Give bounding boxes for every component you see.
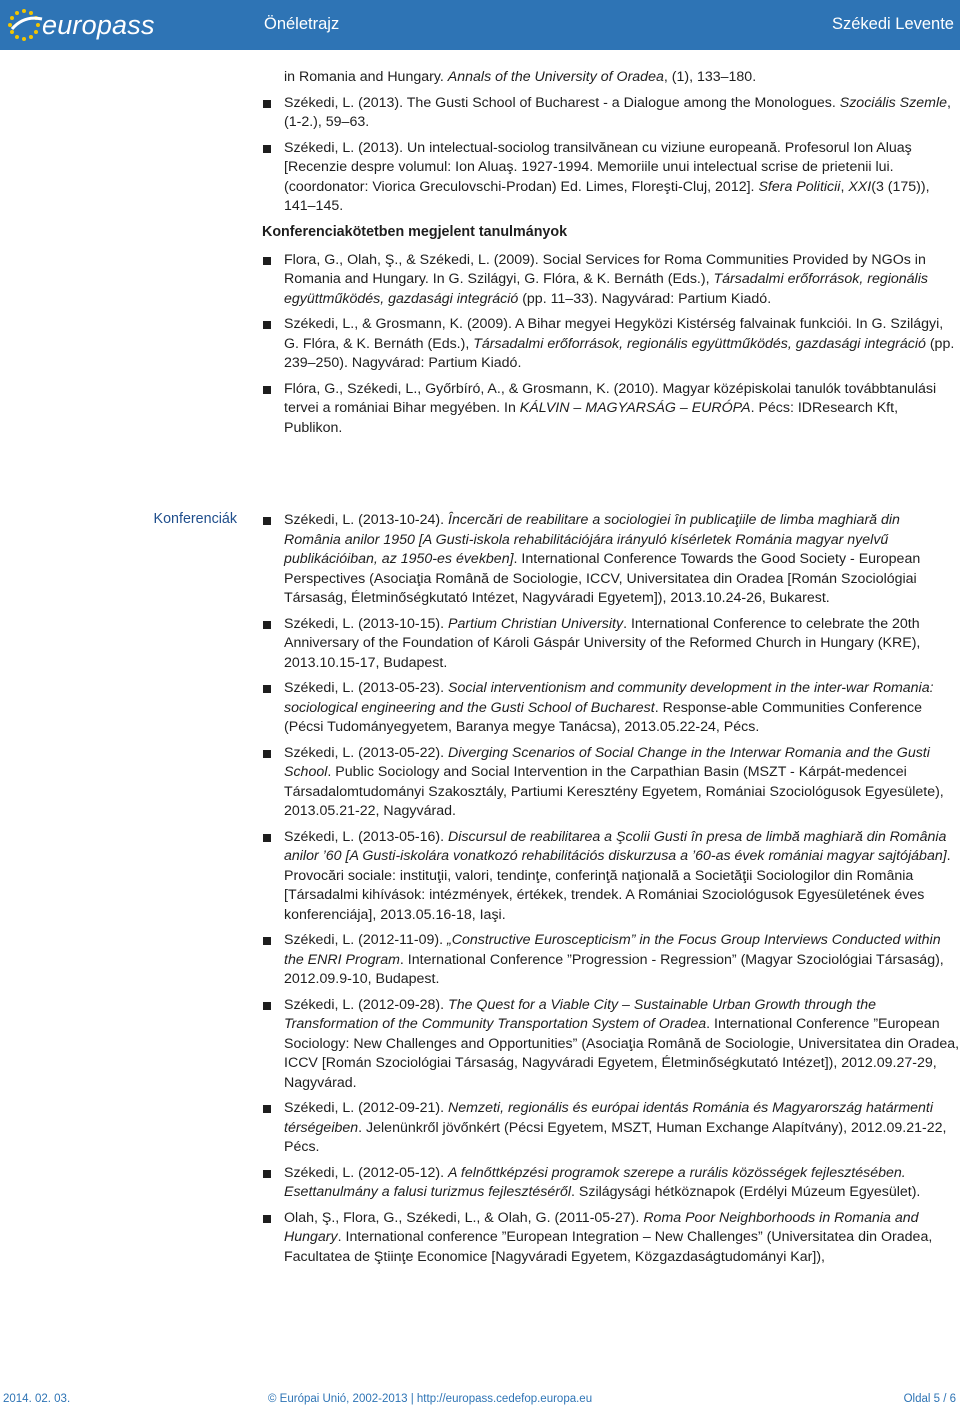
item-text: Székedi, L. (2013-10-24). [284,512,449,528]
bullet-square-icon [263,685,271,693]
item-text: Flora, G., Olah, Ş., & Székedi, L. (2009). Social Services for Roma Communities Provided by NGOs in Romania and Hungary. In G. Szilágyi, G. Flóra, & K. Bernáth (Eds.), [284,251,926,287]
item-text: . Public Sociology and Social Intervention in the Carpathian Basin (MSZT - Kárpát-medencei Társadalomtudományi Szakosztály, Partiumi Keresztény Egyetem, Romániai Szociológusok Egyesülete), 2013.05.21-22, Nagyvárad. [284,764,944,819]
bullet-square-icon [263,145,271,153]
item-text: . International Conference to celebrate the 20th Anniversary of the Foundation of Károli Gáspár University of the Reformed Church in Hungary (KRE), 2013.10.15-17, Budapest. [284,615,921,671]
item-title-italic: Încercări de reabilitare a sociologiei în publicaţiile de limba maghiară din România anilor 1950 [A Gusti-iskola rehabilitációjára irányuló kísérletek Románia magyar nyelvű publikációiban, az 1950-es években] [284,512,900,567]
item-title-italic: „Constructive Euroscepticism” in the Focus Group Interviews Conducted within the ENRI Program [284,932,941,968]
europass-stars-icon [4,5,44,45]
item-text: Székedi, L. (2013-05-23). [284,680,449,696]
item-title-italic: Partium Christian University [448,615,624,632]
list-item [262,996,960,1094]
publications-section [262,68,960,444]
footer-copyright-link[interactable]: © Európai Unió, 2002-2013 | http://europass.cedefop.europa.eu [268,1393,593,1405]
list-item [262,1209,960,1268]
item-text: . International Conference Towards the Good Society - European Perspectives (Asociaţia Română de Sociologie, ICCV, Universitatea din Oradea [Román Szociológiai Társaság, Életminőségkutató Intézet, Nagyváradi Egyetem]), 2013.10.24-26, Bukarest. [284,551,921,606]
item-title-italic: Társadalmi erőforrások, regionális együttműködés, gazdasági integráció [284,271,928,307]
bullet-square-icon [263,517,271,525]
item-text: , [840,178,849,195]
logo-text: europass [42,9,155,40]
bullet-square-icon [263,621,271,629]
bullet-square-icon [263,750,271,758]
item-text: Székedi, L. (2013-05-22). [284,744,449,761]
bullet-square-icon [263,257,271,265]
item-text: Székedi, L. (2013-05-16). [284,828,449,845]
list-item [262,744,960,822]
item-title-italic: Roma Poor Neighborhoods in Romania and Hungary [284,1209,919,1245]
item-text: . International Conference ”Progression - Regression” (Magyar Szociológiai Társaság), 2012.09.9-10, Budapest. [284,951,944,987]
list-item [262,380,960,439]
list-item [262,679,960,738]
item-text: Székedi, L. (2012-11-09). [284,932,447,948]
header-bar [0,0,960,50]
list-item [262,139,960,217]
item-text: . Jelenünkről jövőnkért (Pécsi Egyetem, MSZT, Human Exchange Alapítvány), 2012.09.21-22, Pécs. [284,1119,947,1155]
footer-page-number: Oldal 5 / 6 [903,1393,956,1405]
item-text: . International conference ”European Integration – New Challenges” (Universitatea din Oradea, Facultatea de Ştiinţe Economice [Nagyváradi Egyetem, Közgazdaságtudományi Kar]), [284,1229,933,1265]
item-title-italic: Diverging Scenarios of Social Change in the Interwar Romania and the Gusti School [284,744,930,780]
bullet-square-icon [263,1002,271,1010]
item-text: Székedi, L. (2013). Un intelectual-sociolog transilvănean cu viziune europeană. Profesorul Ion Aluaş [Recenzie despre volumul: Ion Aluaş. 1927-1994. Memoriile unui intelectual scrise de prietenii lui. (coordonator: Viorica Greculovschi-Prodan) Ed. Limes, Floreşti-Cluj, 2012]. [284,139,912,195]
bullet-square-icon [263,321,271,329]
conferences-label: Konferenciák [153,511,237,527]
item-text: Székedi, L., & Grosmann, K. (2009). A Bihar megyei Hegyközi Kistérség falvainak funkciói. In G. Szilágyi, G. Flóra, & K. Bernáth (Eds.), [284,316,944,352]
item-title-italic: Sfera Politicii [758,178,841,195]
bullet-square-icon [263,1170,271,1178]
item-title-italic: A felnőttképzési programok szerepe a rurális közösségek fejlesztésében. Esettanulmány a falusi turizmus fejlesztéséről [284,1164,906,1200]
item-text: Székedi, L. (2012-05-12). [284,1164,449,1181]
list-item [262,1099,960,1158]
bullet-square-icon [263,100,271,108]
conference-list [262,511,960,1267]
bullet-square-icon [263,834,271,842]
list-item [262,615,960,674]
item-title-italic: KÁLVIN – MAGYARSÁG – EURÓPA [519,400,751,416]
item-text: , (1), 133–180. [663,69,757,85]
subheading-proceedings: Konferenciakötetben megjelent tanulmányok [262,223,568,240]
item-text: Flóra, G., Székedi, L., Győrbíró, A., & Grosmann, K. (2010). Magyar középiskolai tanulók továbbtanulási tervei a romániai Bihar megyében. In [284,380,937,416]
bullet-square-icon [263,937,271,945]
item-text: in Romania and Hungary. [284,69,448,85]
item-text: (pp. 11–33). Nagyvárad: Partium Kiadó. [518,290,772,307]
bullet-square-icon [263,1215,271,1223]
publication-list [262,68,960,217]
list-item [262,931,960,990]
item-title-italic: The Quest for a Viable City – Sustainable Urban Growth through the Transformation of the Community Transportation System of Oradea [284,996,877,1032]
item-title-italic: Social interventionism and community development in the inter-war Romania: sociological engineering and the Gusti School of Bucharest [284,680,934,716]
list-item [262,68,960,88]
item-text: . International Conference ”European Sociology: New Challenges and Opportunities” (Asociaţia Română de Sociologie, Universitatea din Oradea, ICCV [Román Szociológiai Társaság, Nagyváradi Egyetem, Életminőségkutató Intézet]), 2012.09.27-29, Nagyvárad. [284,1016,960,1091]
item-title-italic: Társadalmi erőforrások, regionális együttműködés, gazdasági integráció [473,335,926,352]
list-item [262,251,960,310]
item-title-italic: Annals of the University of Oradea [447,69,664,85]
item-text: Székedi, L. (2013-10-15). [284,615,449,632]
item-title-italic: Szociális Szemle [839,94,947,111]
item-text: . Provocări sociale: instituţii, valori, tendinţe, conferinţă naţională a Societăţii Sociologilor din România [Társadalmi kihívások: intézmények, értékek, trendek. A Romániai Szociológusok Egyesületének éves konferenciája], 2013.05.16-18, Iaşi. [284,848,951,923]
person-name: Székedi Levente [831,15,954,33]
proceedings-list [262,251,960,439]
item-text: Olah, Ş., Flora, G., Székedi, L., & Olah, G. (2011-05-27). [284,1209,644,1226]
list-item [262,1164,960,1203]
item-title-italic: Nemzeti, regionális és európai identás Románia és Magyarország határmenti térségeiben [284,1100,934,1136]
footer-date: 2014. 02. 03. [3,1393,71,1405]
item-text: (3 (175)), 141–145. [284,178,930,214]
list-item [262,94,960,133]
conferences-section [262,511,960,1273]
document-title: Önéletrajz [264,15,340,33]
item-text: . Response-able Communities Conference (Pécsi Tudományegyetem, Baranya megye Tanácsa), 2013.05.22-24, Pécs. [284,699,923,735]
list-item [262,511,960,609]
europass-logo [4,5,155,45]
item-text: (pp. 239–250). Nagyvárad: Partium Kiadó. [284,335,955,371]
item-title-italic: XXI [848,178,872,195]
item-text: Székedi, L. (2013). The Gusti School of Bucharest - a Dialogue among the Monologues. [284,94,840,111]
item-text: Székedi, L. (2012-09-28). [284,996,449,1013]
bullet-square-icon [263,386,271,394]
item-title-italic: Discursul de reabilitarea a Şcolii Gusti în presa de limbă maghiară din România anilor ’60 [A Gusti-iskolára vonatkozó rehabilitációs diskurzusa a ’60-as évek romániai magyar sajtójában] [284,828,947,864]
item-text: . Szilágysági hétköznapok (Erdélyi Múzeum Egyesület). [571,1184,921,1200]
item-text: , (1-2.), 59–63. [284,94,951,130]
list-item [262,828,960,926]
item-text: . Pécs: IDResearch Kft, Publikon. [284,400,899,436]
item-text: Székedi, L. (2012-09-21). [284,1100,449,1116]
list-item [262,315,960,374]
bullet-square-icon [263,1105,271,1113]
